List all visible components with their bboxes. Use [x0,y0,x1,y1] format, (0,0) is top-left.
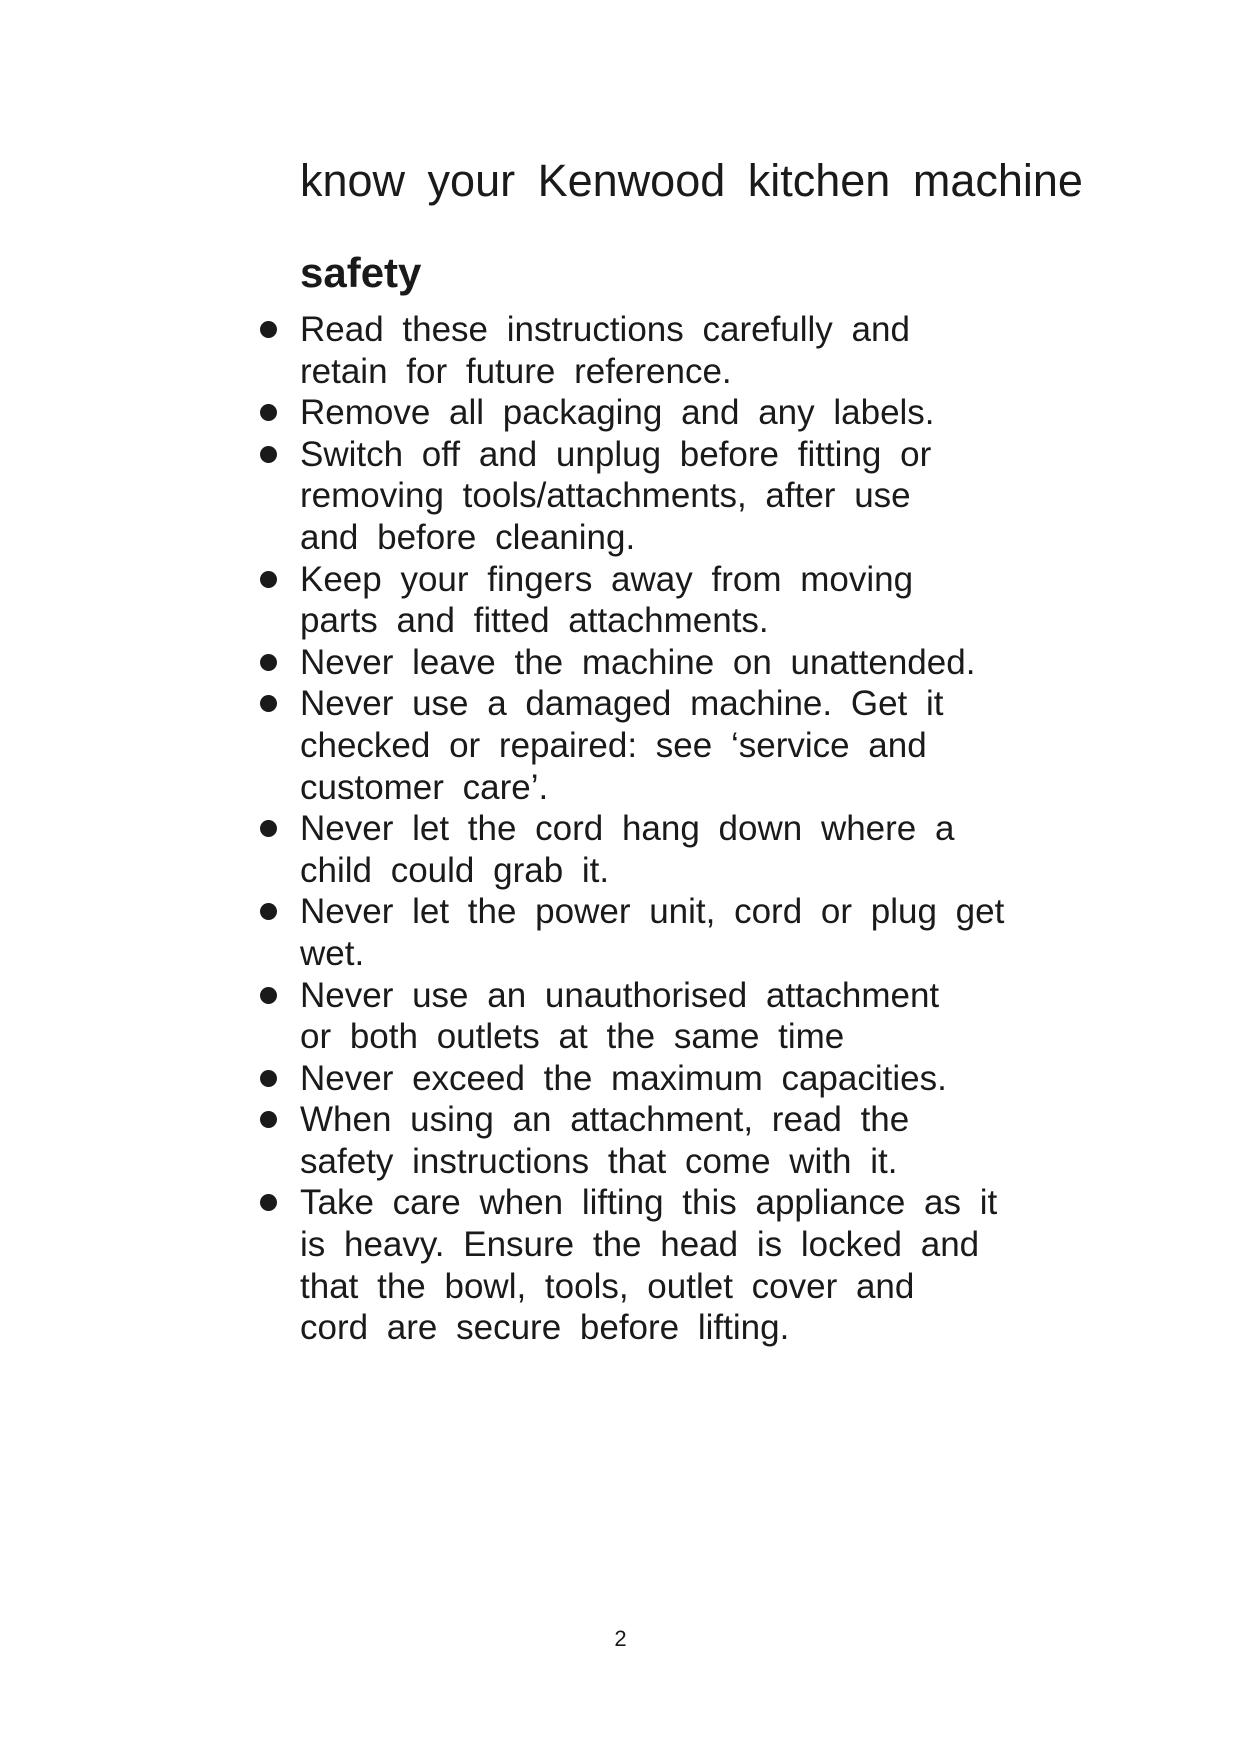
list-item-line: wet. [300,933,365,973]
bullet-icon [260,987,277,1004]
list-item-line: is heavy. Ensure the head is locked and [300,1225,980,1265]
list-item [300,1099,1060,1182]
section-heading-safety: safety [300,249,422,296]
bullet-icon [260,1111,277,1128]
safety-list [300,309,1060,1349]
list-item [300,683,1060,808]
list-item [300,642,1060,684]
list-item-line: or both outlets at the same time [300,1017,845,1057]
list-item [300,309,1060,392]
list-item-line: child could grab it. [300,850,610,890]
list-item-line: Take care when lifting this appliance as it [300,1183,998,1223]
list-item-line: retain for future reference. [300,351,732,391]
list-item-line: customer care’. [300,767,549,807]
list-item-line: Never leave the machine on unattended. [300,642,976,682]
list-item-line: Read these instructions carefully and [300,310,910,349]
list-item [300,975,1060,1058]
list-item [300,1182,1060,1348]
list-item [300,434,1060,559]
list-item [300,1058,1060,1100]
list-item-line: Remove all packaging and any labels. [300,393,935,433]
bullet-icon [260,321,277,338]
list-item-line: Never let the cord hang down where a [300,809,955,849]
bullet-icon [260,1194,277,1211]
bullet-icon [260,695,277,712]
list-item [300,808,1060,891]
list-item [300,559,1060,642]
bullet-icon [260,1070,277,1087]
list-item-line: parts and fitted attachments. [300,601,769,641]
list-item-line: Keep your fingers away from moving [300,559,914,599]
bullet-icon [260,654,277,671]
bullet-icon [260,820,277,837]
list-item-line: and before cleaning. [300,517,636,557]
list-item-line: safety instructions that come with it. [300,1141,898,1181]
list-item [300,891,1060,974]
list-item-line: that the bowl, tools, outlet cover and [300,1266,915,1306]
list-item-line: cord are secure before lifting. [300,1308,790,1348]
list-item-line: Switch off and unplug before fitting or [300,434,932,474]
bullet-icon [260,903,277,920]
page-title: know your Kenwood kitchen machine [300,155,1083,206]
list-item-line: Never let the power unit, cord or plug get [300,892,1005,932]
list-item-line: When using an attachment, read the [300,1100,910,1140]
list-item-line: Never use an unauthorised attachment [300,975,940,1015]
page-number: 2 [614,1626,627,1651]
bullet-icon [260,446,277,463]
list-item-line: removing tools/attachments, after use [300,476,911,516]
list-item [300,392,1060,434]
list-item-line: Never exceed the maximum capacities. [300,1058,947,1098]
list-item-line: Never use a damaged machine. Get it [300,684,944,724]
list-item-line: checked or repaired: see ‘service and [300,725,927,765]
bullet-icon [260,404,277,421]
bullet-icon [260,571,277,588]
